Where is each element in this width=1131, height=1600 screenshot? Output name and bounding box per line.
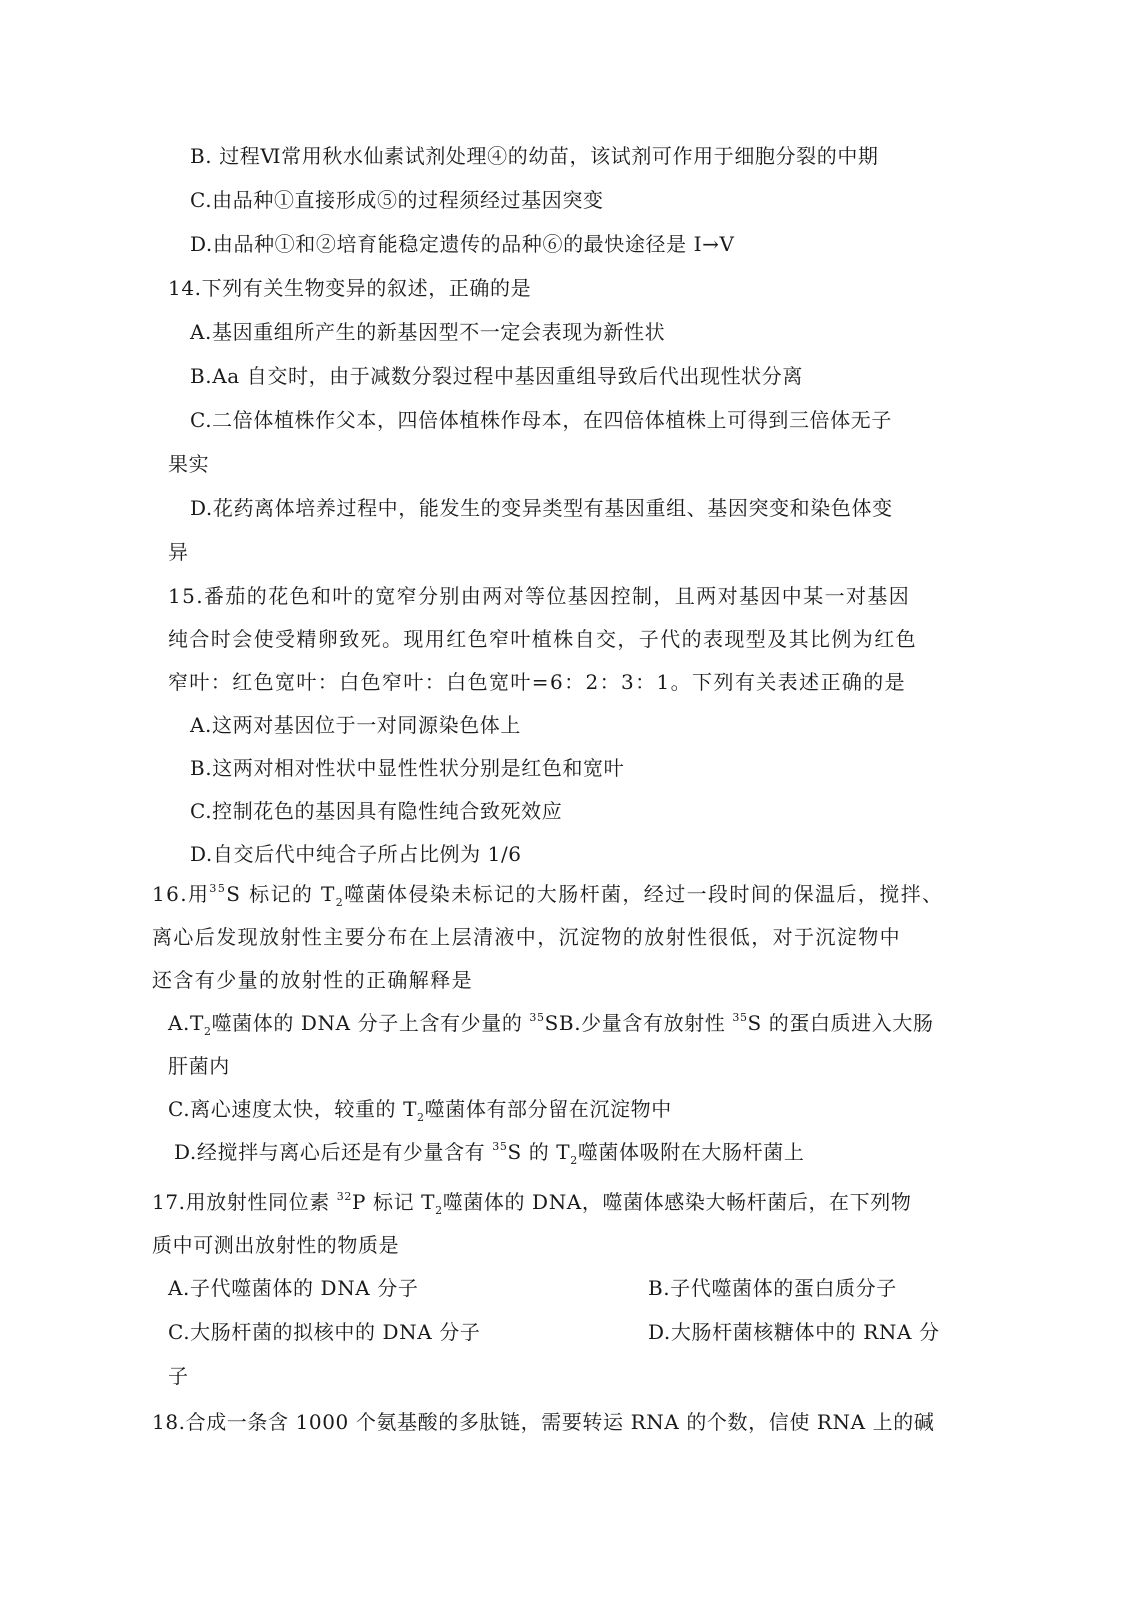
q17-option-a: A.子代噬菌体的 DNA 分子 [168, 1276, 419, 1300]
q16-stem-3: 还含有少量的放射性的正确解释是 [152, 968, 473, 992]
q16-a-isotope-1: 35 [529, 1011, 545, 1024]
q16-c-part-1: C.离心速度太快，较重的 T [168, 1097, 418, 1121]
q15-option-a: A.这两对基因位于一对同源染色体上 [190, 713, 522, 737]
q17-option-d-cont: 子 [168, 1364, 189, 1388]
q13-option-c: C.由品种①直接形成⑤的过程须经过基因突变 [190, 188, 604, 212]
q16-stem-1 [152, 880, 943, 908]
q17-option-c: C.大肠杆菌的拟核中的 DNA 分子 [168, 1320, 481, 1344]
q15-option-b: B.这两对相对性状中显性性状分别是红色和宽叶 [190, 756, 625, 780]
q16-d-subscript: 2 [570, 1154, 578, 1167]
q15-option-d: D.自交后代中纯合子所占比例为 1/6 [190, 842, 522, 866]
q15-option-c: C.控制花色的基因具有隐性纯合致死效应 [190, 799, 563, 823]
q13-option-b: B. 过程Ⅵ常用秋水仙素试剂处理④的幼苗，该试剂可作用于细胞分裂的中期 [190, 144, 879, 168]
q14-option-c-cont: 果实 [168, 452, 210, 476]
q14-stem: 14.下列有关生物变异的叙述，正确的是 [168, 276, 532, 300]
q17-stem-2: 质中可测出放射性的物质是 [152, 1233, 400, 1257]
q17-stem-1-c: 噬菌体的 DNA，噬菌体感染大畅杆菌后，在下列物 [442, 1190, 912, 1214]
q16-d-part-1: D.经搅拌与离心后还是有少量含有 [174, 1140, 493, 1164]
q16-a-isotope-2: 35 [732, 1011, 748, 1024]
q17-isotope-32: 32 [336, 1190, 352, 1203]
q16-isotope-35: 35 [209, 882, 227, 895]
q15-stem-3: 窄叶：红色宽叶：白色窄叶：白色宽叶=6：2：3：1。下列有关表述正确的是 [168, 670, 907, 694]
q16-a-subscript: 2 [203, 1025, 212, 1038]
q16-option-c [168, 1095, 672, 1123]
q14-option-d: D.花药离体培养过程中，能发生的变异类型有基因重组、基因突变和染色体变 [190, 496, 893, 520]
q16-a-part-4: S 的蛋白质进入大肠 [747, 1011, 934, 1035]
q17-subscript-2: 2 [435, 1204, 443, 1217]
q17-option-b: B.子代噬菌体的蛋白质分子 [648, 1276, 897, 1300]
q16-a-part-1: A.T [168, 1011, 204, 1035]
q18-stem-1: 18.合成一条含 1000 个氨基酸的多肽链，需要转运 RNA 的个数，信使 RNA 上的碱 [152, 1410, 935, 1434]
q16-option-d [174, 1138, 804, 1166]
q16-d-isotope: 35 [492, 1140, 508, 1153]
q14-option-c: C.二倍体植株作父本，四倍体植株作母本，在四倍体植株上可得到三倍体无子 [190, 408, 892, 432]
q14-option-a: A.基因重组所产生的新基因型不一定会表现为新性状 [190, 320, 666, 344]
q13-option-d: D.由品种①和②培育能稳定遗传的品种⑥的最快途径是 Ⅰ→Ⅴ [190, 232, 735, 256]
q16-a-part-2: 噬菌体的 DNA 分子上含有少量的 [211, 1011, 530, 1035]
q16-c-subscript: 2 [417, 1111, 425, 1124]
q14-option-d-cont: 异 [168, 540, 189, 564]
q16-a-part-3: SB.少量含有放射性 [544, 1011, 733, 1035]
q16-d-part-2: S 的 T [507, 1140, 571, 1164]
q16-subscript-2: 2 [335, 896, 345, 909]
q16-stem-2: 离心后发现放射性主要分布在上层清液中，沉淀物的放射性很低，对于沉淀物中 [152, 925, 901, 949]
q16-option-a-b [168, 1009, 934, 1037]
q14-option-b: B.Aa 自交时，由于减数分裂过程中基因重组导致后代出现性状分离 [190, 364, 803, 388]
q17-stem-1-b: P 标记 T [351, 1190, 436, 1214]
q16-stem-1-c: 噬菌体侵染未标记的大肠杆菌，经过一段时间的保温后，搅拌、 [344, 882, 944, 906]
q17-option-d: D.大肠杆菌核糖体中的 RNA 分 [648, 1320, 940, 1344]
q15-stem-2: 纯合时会使受精卵致死。现用红色窄叶植株自交，子代的表现型及其比例为红色 [168, 627, 917, 651]
q15-stem-1: 15.番茄的花色和叶的宽窄分别由两对等位基因控制，且两对基因中某一对基因 [168, 584, 911, 608]
q16-c-part-2: 噬菌体有部分留在沉淀物中 [424, 1097, 672, 1121]
q16-stem-1-a: 16.用 [152, 882, 210, 906]
q16-option-b-cont: 肝菌内 [168, 1054, 230, 1078]
q16-d-part-3: 噬菌体吸附在大肠杆菌上 [577, 1140, 805, 1164]
q17-stem-1-a: 17.用放射性同位素 [152, 1190, 337, 1214]
q17-stem-1 [152, 1188, 911, 1216]
q16-stem-1-b: S 标记的 T [226, 882, 336, 906]
